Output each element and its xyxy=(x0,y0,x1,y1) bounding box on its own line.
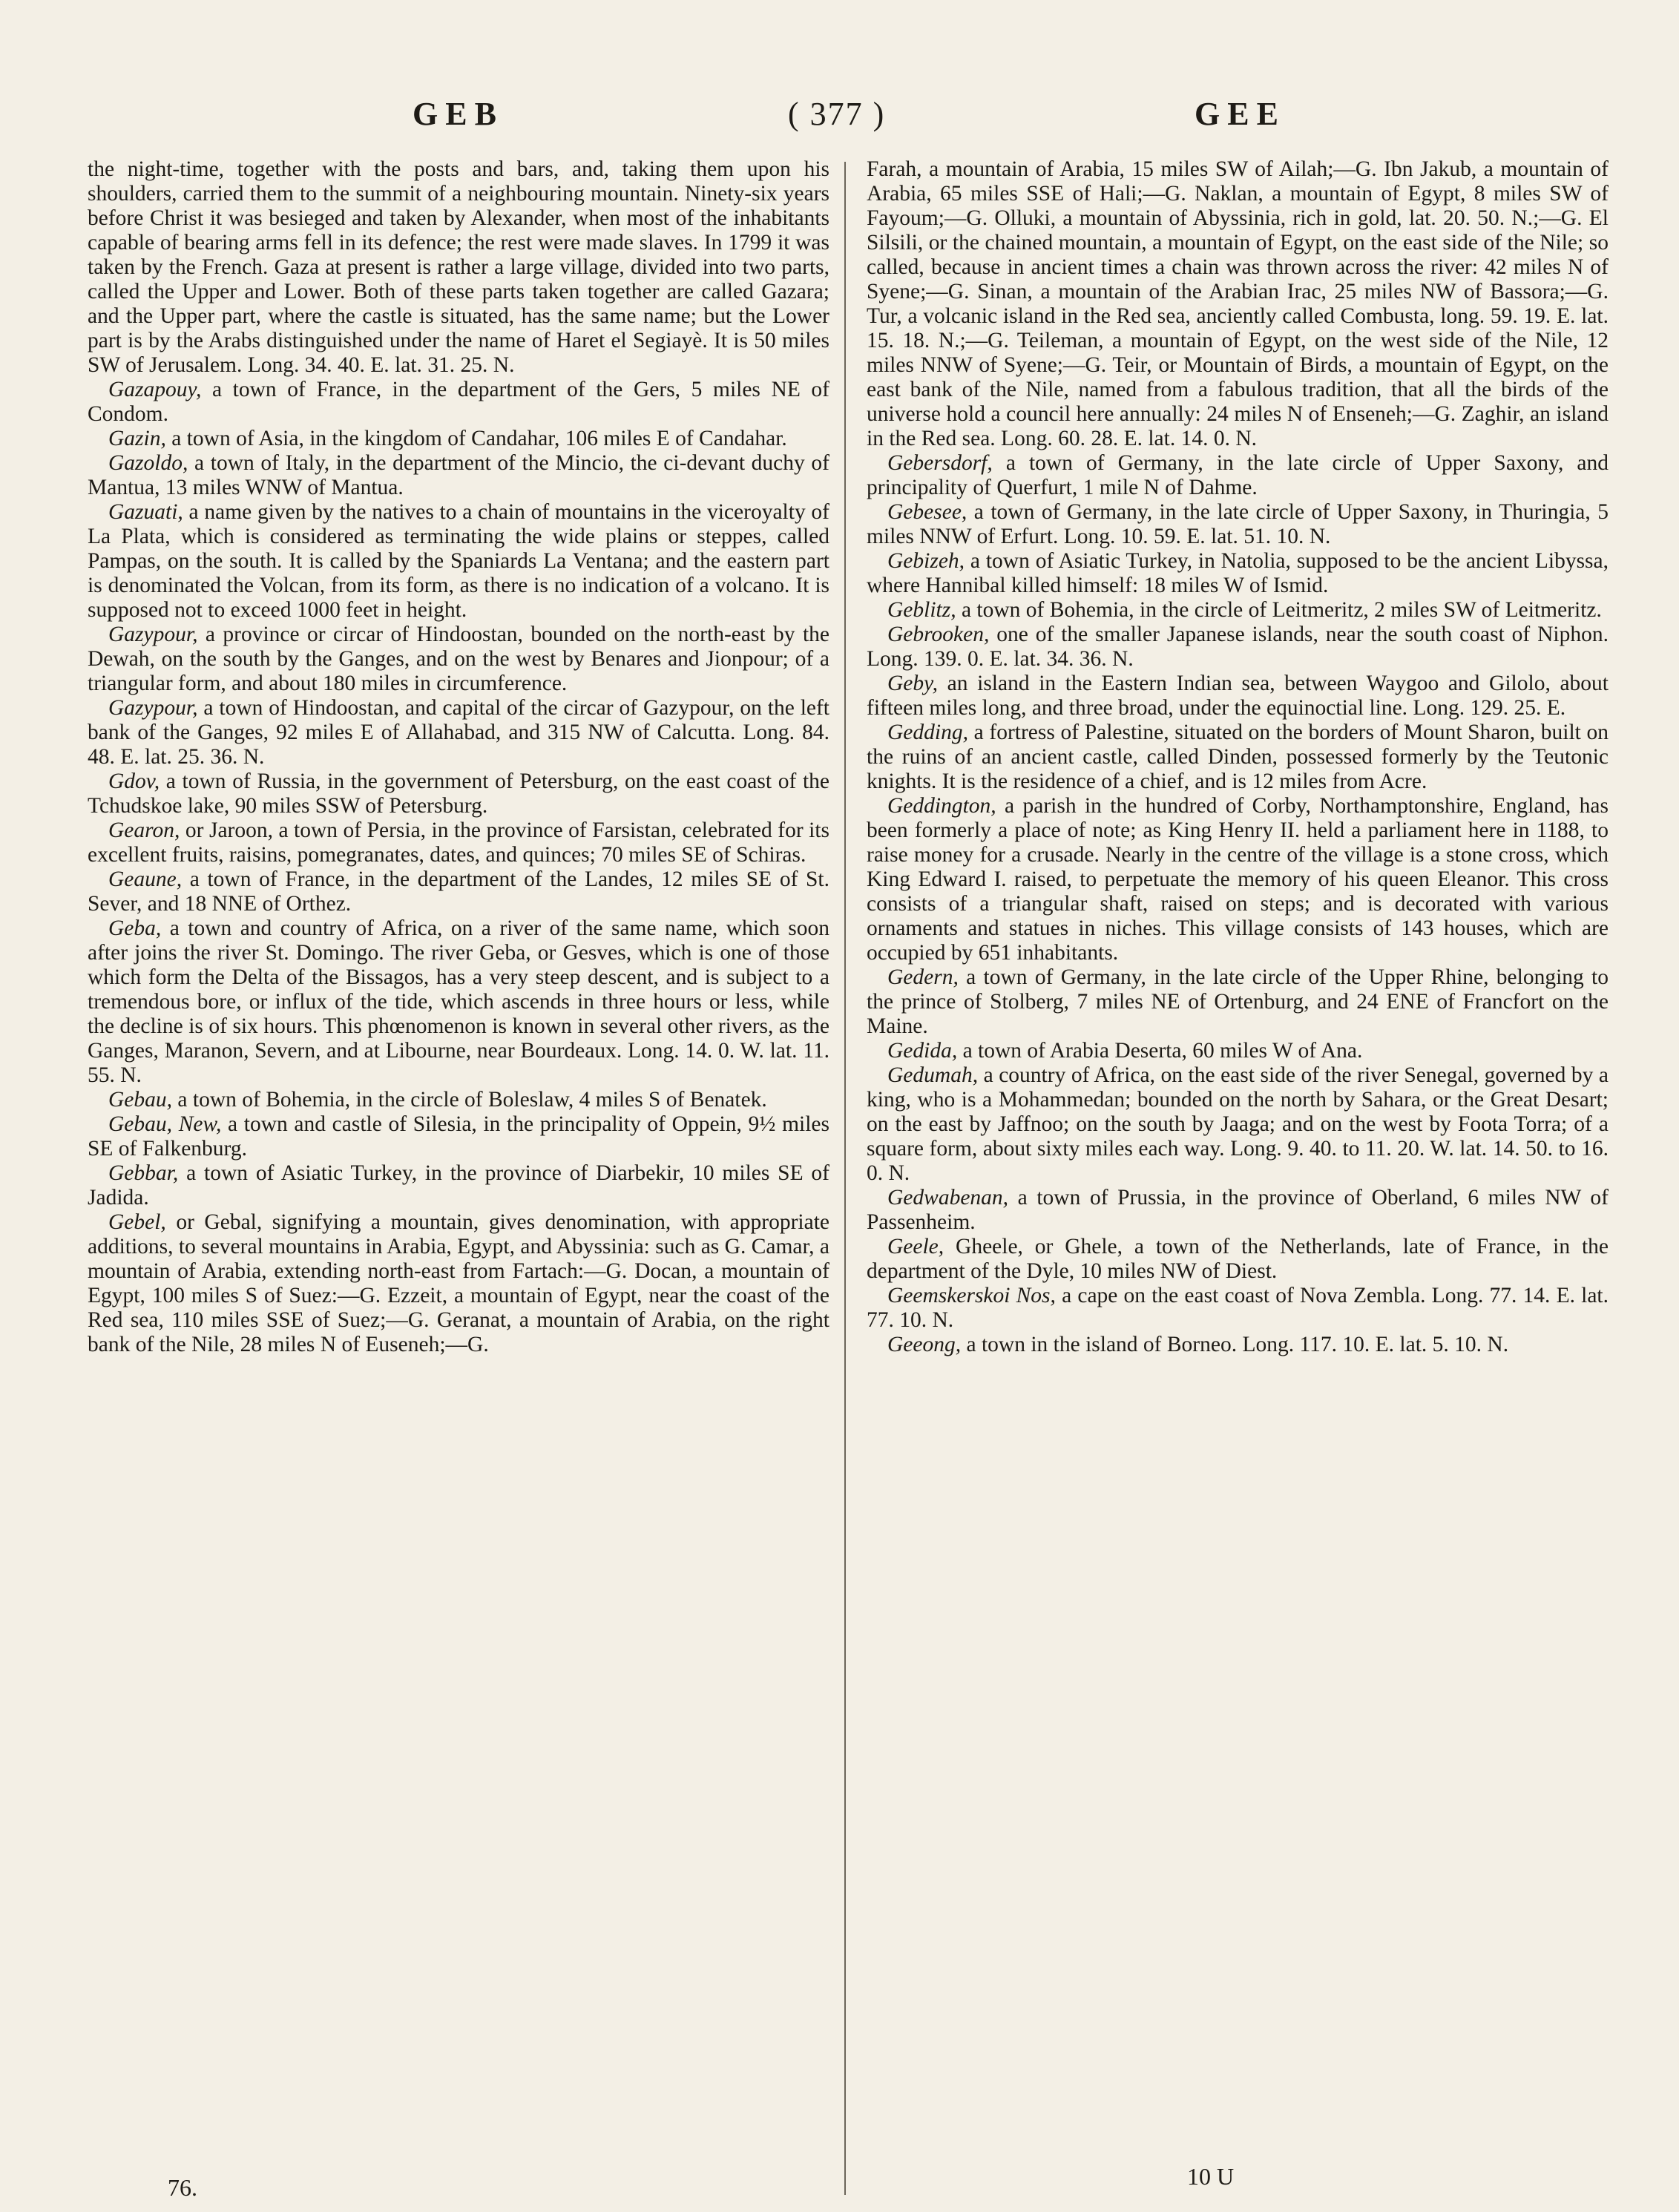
gazetteer-entry xyxy=(88,427,829,451)
entry-headword: Geba, xyxy=(108,916,162,940)
entry-text: a town of Italy, in the department of the Mincio, the ci-devant duchy of Mantua, 13 miles WNW of Mantua. xyxy=(88,451,829,499)
entry-text: a country of Africa, on the east side of the river Senegal, governed by a king, who is a Mohammedan; bounded on the north by Sahara, or the Great Desart; on the east by Jaffnoo; on the south by Jaaga; and on the west by Foota Torra; of a square form, about sixty miles each way. Long. 9. 40. to 11. 20. W. lat. 14. 50. to 16. 0. N. xyxy=(867,1063,1609,1185)
entry-headword: Gazapouy, xyxy=(108,378,202,401)
entry-headword: Gebrooken, xyxy=(887,623,990,646)
entry-headword: Gebau, New, xyxy=(108,1112,222,1136)
gazetteer-entry xyxy=(867,794,1609,965)
gazetteer-entry xyxy=(88,818,829,867)
entry-text: Farah, a mountain of Arabia, 15 miles SW of Ailah;—G. Ibn Jakub, a mountain of Arabia, 65 miles SSE of Hali;—G. Naklan, a mountain of Egypt, 8 miles SW of Fayoum;—G. Olluki, a mountain of Abyssinia, rich in gold, lat. 20. 50. N.;—G. El Silsili, or the chained mountain, a mountain of Egypt, on the east side of the Nile; so called, because in ancient times a chain was thrown across the river: 42 miles N of Syene;—G. Sinan, a mountain of the Arabian Irac, 25 miles NW of Bassora;—G. Tur, a volcanic island in the Red sea, anciently called Combusta, long. 59. 19. E. lat. 15. 18. N.;—G. Teileman, a mountain of Egypt, on the west side of the Nile, 12 miles NNW of Syene;—G. Teir, or Mountain of Birds, a mountain of Egypt, on the east bank of the Nile, named from a fabulous tradition, that all the birds of the universe hold a council here annually: 24 miles N of Enseneh;—G. Zaghir, an island in the Red sea. Long. 60. 28. E. lat. 14. 0. N. xyxy=(867,157,1609,450)
signature-right: 10 U xyxy=(1187,2163,1235,2190)
gazetteer-entry xyxy=(867,1235,1609,1284)
entry-headword: Gebel, xyxy=(108,1210,166,1234)
entry-text: a town of Hindoostan, and capital of the circar of Gazypour, on the left bank of the Ganges, 92 miles E of Allahabad, and 315 NW of Calcutta. Long. 84. 48. E. lat. 25. 36. N. xyxy=(88,696,829,769)
gazetteer-entry xyxy=(88,1210,829,1357)
entry-headword: Geby, xyxy=(887,672,938,695)
gazetteer-entry xyxy=(867,1063,1609,1186)
entry-text: a town of Germany, in the late circle of Upper Saxony, in Thuringia, 5 miles NNW of Erfurt. Long. 10. 59. E. lat. 51. 10. N. xyxy=(867,500,1609,548)
entry-text: a town and castle of Silesia, in the principality of Oppein, 9½ miles SE of Falkenburg. xyxy=(88,1112,830,1161)
gazetteer-entry xyxy=(88,378,829,427)
gazetteer-entry xyxy=(88,867,829,916)
gazetteer-entry xyxy=(867,623,1609,672)
gazetteer-entry xyxy=(88,1161,829,1210)
gazetteer-entry xyxy=(867,1039,1609,1063)
page-number: ( 377 ) xyxy=(788,96,886,132)
gazetteer-entry xyxy=(867,500,1609,549)
entry-headword: Geblitz, xyxy=(887,598,956,622)
gazetteer-entry xyxy=(867,1333,1609,1357)
running-head-right: GEE xyxy=(1195,96,1286,132)
gazetteer-entry xyxy=(88,916,829,1088)
entry-headword: Gazypour, xyxy=(108,696,198,720)
entry-text: a town of France, in the department of the Gers, 5 miles NE of Condom. xyxy=(88,378,830,426)
gazetteer-entry xyxy=(88,1112,829,1161)
entry-text: a town of Germany, in the late circle of Upper Saxony, and principality of Querfurt, 1 mile N of Dahme. xyxy=(867,451,1609,499)
gazetteer-entry xyxy=(867,672,1609,721)
running-head-left: GEB xyxy=(413,96,504,132)
entry-headword: Gebbar, xyxy=(108,1161,179,1185)
entry-text: a town of Arabia Deserta, 60 miles W of Ana. xyxy=(962,1039,1363,1063)
entry-text: a town of Asiatic Turkey, in Natolia, supposed to be the ancient Libyssa, where Hannibal killed himself: 18 miles W of Ismid. xyxy=(867,549,1609,597)
entry-text: or Gebal, signifying a mountain, gives denomination, with appropriate additions, to several mountains in Arabia, Egypt, and Abyssinia: such as G. Camar, a mountain of Arabia, extending north-east from Fartach:—G. Docan, a mountain of Egypt, 100 miles S of Suez:—G. Ezzeit, a mountain of Egypt, near the coast of the Red sea, 110 miles SSE of Suez;—G. Geranat, a mountain of Arabia, on the right bank of the Nile, 28 miles N of Euseneh;—G. xyxy=(88,1210,830,1356)
gazetteer-entry xyxy=(88,696,829,769)
gazetteer-entry xyxy=(867,451,1609,500)
gazetteer-entry xyxy=(867,1284,1609,1333)
gazetteer-entry xyxy=(88,623,829,696)
entry-text: a town and country of Africa, on a river of the same name, which soon after joins the river St. Domingo. The river Geba, or Gesves, which is one of those which form the Delta of the Bissagos, has a very steep descent, and is subject to a tremendous bore, or influx of the tide, which ascends in three hours or less, while the decline is of six hours. This phœnomenon is known in several other rivers, as the Ganges, Maranon, Severn, and at Libourne, near Bourdeaux. Long. 14. 0. W. lat. 11. 55. N. xyxy=(88,916,830,1087)
running-head xyxy=(0,95,1679,147)
entry-text: or Jaroon, a town of Persia, in the province of Farsistan, celebrated for its excellent fruits, raisins, pomegranates, dates, and quinces; 70 miles SE of Schiras. xyxy=(88,818,829,867)
entry-headword: Gdov, xyxy=(108,769,160,793)
entry-headword: Gedida, xyxy=(887,1039,958,1063)
entry-headword: Gazoldo, xyxy=(108,451,188,475)
entry-headword: Gedern, xyxy=(887,965,959,989)
entry-text: a town of Asiatic Turkey, in the province of Diarbekir, 10 miles SE of Jadida. xyxy=(88,1161,830,1210)
entry-text: the night-time, together with the posts and bars, and, taking them upon his shoulders, carried them to the summit of a neighbouring mountain. Ninety-six years before Christ it was besieged and taken by Alexander, when most of the inhabitants capable of bearing arms fell in its defence; the rest were made slaves. In 1799 it was taken by the French. Gaza at present is rather a large village, divided into two parts, called the Upper and Lower. Both of these parts taken together are called Gazara; and the Upper part, where the castle is situated, has the same name; but the Lower part is by the Arabs distinguished under the name of Haret el Segiayè. It is 50 miles SW of Jerusalem. Long. 34. 40. E. lat. 31. 25. N. xyxy=(88,157,829,377)
gazetteer-entry xyxy=(867,1186,1609,1235)
entry-text: a town of France, in the department of the Landes, 12 miles SE of St. Sever, and 18 NNE of Orthez. xyxy=(88,867,830,916)
gazetteer-entry xyxy=(867,598,1609,623)
entry-text: a town of Bohemia, in the circle of Boleslaw, 4 miles S of Benatek. xyxy=(177,1088,767,1112)
column-divider xyxy=(844,162,846,2195)
entry-text: a town in the island of Borneo. Long. 117. 10. E. lat. 5. 10. N. xyxy=(966,1333,1509,1356)
entry-text: a parish in the hundred of Corby, Northamptonshire, England, has been formerly a place of note; as King Henry II. held a parliament here in 1188, to raise money for a crusade. Nearly in the centre of the village is a stone cross, which King Edward I. raised, to perpetuate the memory of his queen Eleanor. This cross consists of a triangular shaft, raised on steps; and is decorated with various ornaments and statues in niches. This village consists of 143 houses, which are occupied by 651 inhabitants. xyxy=(867,794,1609,965)
entry-text: a province or circar of Hindoostan, bounded on the north-east by the Dewah, on the south by the Ganges, and on the west by Benares and Jionpour; of a triangular form, and about 180 miles in circumference. xyxy=(88,623,829,695)
entry-headword: Geddington, xyxy=(887,794,996,818)
entry-text: a town of Bohemia, in the circle of Leitmeritz, 2 miles SW of Leitmeritz. xyxy=(961,598,1602,622)
entry-headword: Gedumah, xyxy=(887,1063,979,1087)
gazetteer-entry xyxy=(88,500,829,623)
entry-text: a town of Asia, in the kingdom of Candahar, 106 miles E of Candahar. xyxy=(171,427,787,450)
entry-headword: Geemskerskoi Nos, xyxy=(887,1284,1056,1307)
entry-text: a fortress of Palestine, situated on the borders of Mount Sharon, built on the ruins of an ancient castle, called Dinden, possessed formerly by the Teutonic knights. It is the residence of a chief, and is 12 miles from Acre. xyxy=(867,721,1609,793)
entry-text: a town of Prussia, in the province of Oberland, 6 miles NW of Passenheim. xyxy=(867,1186,1609,1234)
gazetteer-entry xyxy=(867,965,1609,1039)
entry-headword: Geeong, xyxy=(887,1333,962,1356)
entry-headword: Gearon, xyxy=(108,818,180,842)
entry-headword: Geaune, xyxy=(108,867,183,891)
signature-left: 76. xyxy=(168,2174,197,2201)
entry-text: a cape on the east coast of Nova Zembla. Long. 77. 14. E. lat. 77. 10. N. xyxy=(867,1284,1609,1332)
entry-text: a name given by the natives to a chain of mountains in the viceroyalty of La Plata, which is considered as terminating the wide plains or steppes, called Pampas, on the south. It is called by the Spaniards La Ventana; and the eastern part is denominated the Volcan, from its form, as there is no indication of a volcano. It is supposed not to exceed 1000 feet in height. xyxy=(88,500,830,622)
entry-headword: Gebesee, xyxy=(887,500,967,524)
entry-text: one of the smaller Japanese islands, near the south coast of Niphon. Long. 139. 0. E. lat. 34. 36. N. xyxy=(867,623,1609,671)
entry-headword: Gebau, xyxy=(108,1088,173,1112)
right-column xyxy=(867,157,1609,1357)
gazetteer-entry xyxy=(88,1088,829,1112)
entry-text: a town of Germany, in the late circle of the Upper Rhine, belonging to the prince of Stolberg, 7 miles NE of Ortenburg, and 24 ENE of Francfort on the Maine. xyxy=(867,965,1609,1038)
entry-headword: Gazin, xyxy=(108,427,166,450)
gazetteer-entry xyxy=(867,549,1609,598)
entry-headword: Geele, xyxy=(887,1235,944,1258)
entry-headword: Gazuati, xyxy=(108,500,183,524)
entry-text: an island in the Eastern Indian sea, between Waygoo and Gilolo, about fifteen miles long, and three broad, under the equinoctial line. Long. 129. 25. E. xyxy=(867,672,1609,720)
gazetteer-entry xyxy=(867,721,1609,794)
entry-text: a town of Russia, in the government of Petersburg, on the east coast of the Tchudskoe lake, 90 miles SSW of Petersburg. xyxy=(88,769,829,818)
left-column xyxy=(88,157,829,1357)
gazetteer-entry xyxy=(867,157,1609,451)
gazetteer-entry xyxy=(88,769,829,818)
gazetteer-entry xyxy=(88,157,829,378)
entry-headword: Gazypour, xyxy=(108,623,198,646)
entry-headword: Gebizeh, xyxy=(887,549,965,573)
gazetteer-entry xyxy=(88,451,829,500)
entry-headword: Gebersdorf, xyxy=(887,451,993,475)
entry-headword: Gedwabenan, xyxy=(887,1186,1009,1210)
entry-text: Gheele, or Ghele, a town of the Netherlands, late of France, in the department of the Dyle, 10 miles NW of Diest. xyxy=(867,1235,1609,1283)
entry-headword: Gedding, xyxy=(887,721,968,744)
